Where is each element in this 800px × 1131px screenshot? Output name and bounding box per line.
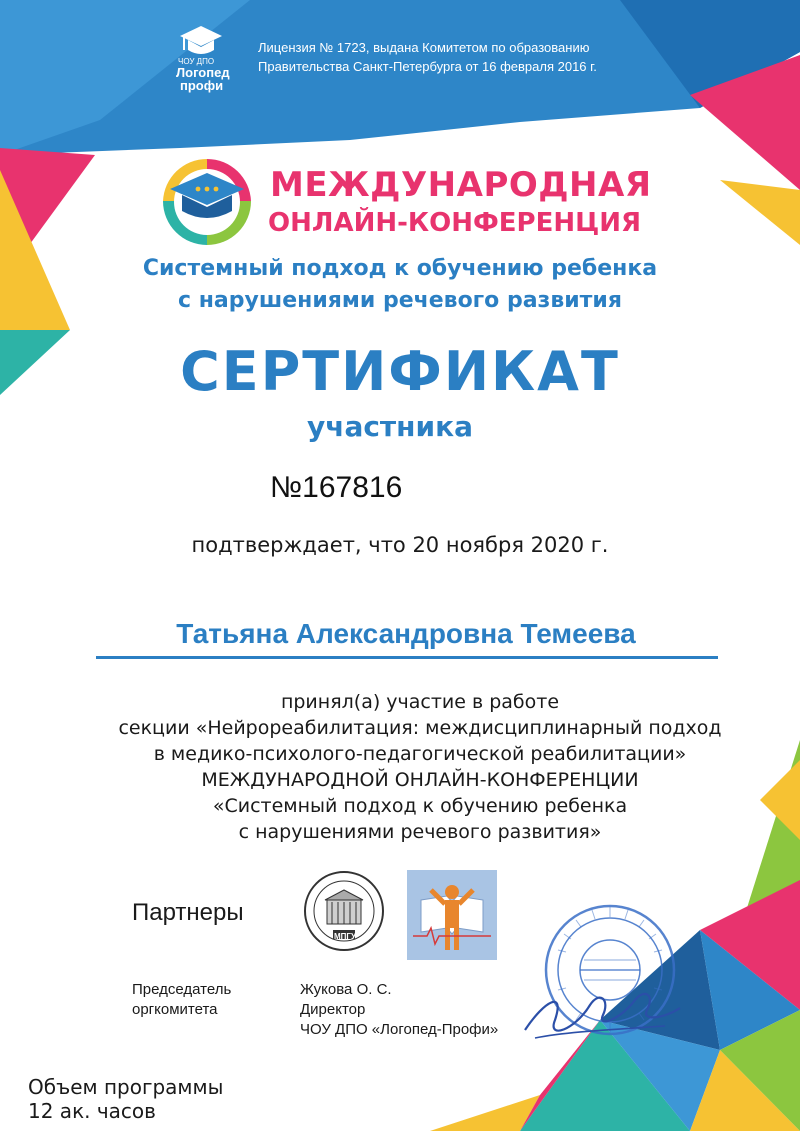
conference-title: МЕЖДУНАРОДНАЯ: [270, 165, 652, 205]
signer-name: Жукова О. С.: [300, 981, 392, 998]
mpgu-label: МПГУ: [334, 932, 356, 941]
graduation-cap-icon: [178, 24, 224, 60]
certificate-subtitle: участника: [306, 410, 474, 443]
body-line-1: принял(а) участие в работе: [280, 691, 560, 713]
conference-subtitle: ОНЛАЙН-КОНФЕРЕНЦИЯ: [268, 208, 642, 238]
body-line-3: в медико-психолого-педагогической реабилитации»: [153, 743, 687, 765]
license-line-2: Правительства Санкт-Петербурга от 16 февраля 2016 г.: [258, 59, 597, 74]
program-volume-label: Объем программы: [28, 1075, 224, 1099]
body-line-4: МЕЖДУНАРОДНОЙ ОНЛАЙН-КОНФЕРЕНЦИИ: [201, 769, 639, 791]
partners-label: Партнеры: [132, 899, 244, 926]
confirmation-text: подтверждает, что 20 ноября 2020 г.: [191, 533, 609, 557]
logo-name-text-2: профи: [180, 78, 224, 93]
conference-topic-line-2: с нарушениями речевого развития: [178, 288, 622, 313]
partner-figure-icon: [407, 870, 497, 960]
name-underline: [96, 656, 718, 659]
license-line-1: Лицензия № 1723, выдана Комитетом по образованию: [258, 40, 590, 55]
conference-emblem-icon: [158, 155, 256, 247]
signature-icon: [515, 960, 685, 1050]
participant-name: Татьяна Александровна Темеева: [176, 618, 636, 649]
body-line-2: секции «Нейрореабилитация: междисциплинарный подход: [118, 717, 722, 739]
certificate-title: СЕРТИФИКАТ: [180, 340, 620, 403]
certificate-number: №167816: [270, 471, 403, 504]
conference-topic-line-1: Системный подход к обучению ребенка: [142, 256, 658, 281]
body-line-6: с нарушениями речевого развития»: [238, 821, 602, 843]
signer-position: Директор: [300, 1001, 366, 1018]
logo-org-text: ЧОУ ДПО: [178, 57, 215, 66]
chair-title-line-1: Председатель: [132, 981, 232, 998]
license-text: [258, 38, 597, 76]
signer-organization: ЧОУ ДПО «Логопед-Профи»: [300, 1021, 499, 1038]
chair-title-line-2: оргкомитета: [132, 1001, 218, 1018]
program-hours: 12 ак. часов: [28, 1099, 156, 1123]
body-line-5: «Системный подход к обучению ребенка: [212, 795, 628, 817]
logo-name-text: Логопед: [176, 65, 230, 80]
